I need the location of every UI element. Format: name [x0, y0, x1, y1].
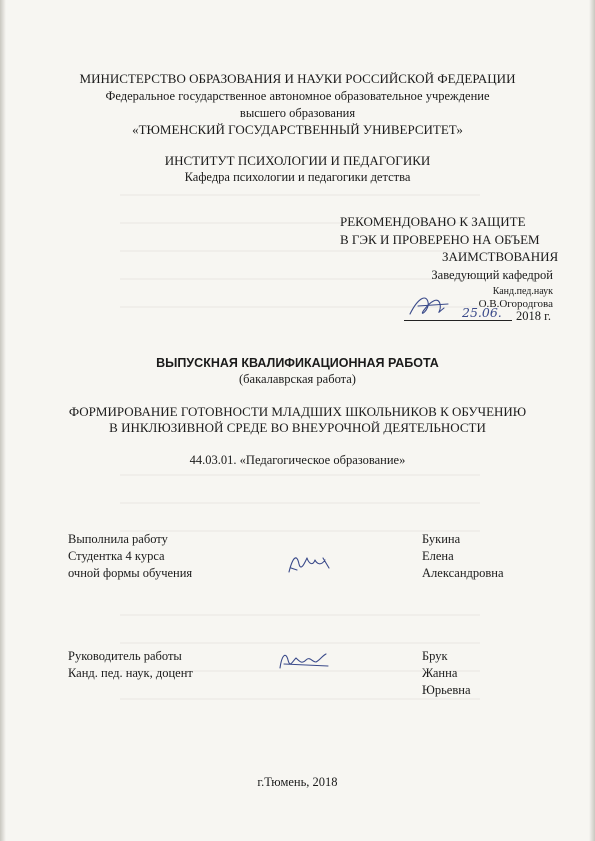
supervisor-surname: Брук [422, 649, 448, 663]
supervisor-label-2: Канд. пед. наук, доцент [68, 666, 193, 680]
head-signature [404, 292, 464, 322]
approval-name: О.В.Огородгова [478, 298, 553, 310]
approval-line-1: РЕКОМЕНДОВАНО К ЗАЩИТЕ [340, 214, 526, 229]
approval-role: Заведующий кафедрой [431, 268, 553, 282]
author-label-2: Студентка 4 курса [68, 549, 165, 563]
approval-degree: Канд.пед.наук [492, 286, 553, 297]
work-title-line-1: ФОРМИРОВАНИЕ ГОТОВНОСТИ МЛАДШИХ ШКОЛЬНИКОВ К ОБУЧЕНИЮ [68, 404, 527, 419]
author-surname: Букина [422, 532, 461, 546]
author-label-1: Выполнила работу [68, 532, 168, 546]
approval-year: 2018 г. [516, 309, 551, 323]
author-label-3: очной формы обучения [68, 566, 193, 580]
institute-name: ИНСТИТУТ ПСИХОЛОГИИ И ПЕДАГОГИКИ [164, 153, 431, 168]
supervisor-label-1: Руководитель работы [68, 649, 182, 663]
work-subtype: (бакалаврская работа) [239, 372, 356, 386]
university-name: «ТЮМЕНСКИЙ ГОСУДАРСТВЕННЫЙ УНИВЕРСИТЕТ» [132, 122, 463, 137]
work-type: ВЫПУСКНАЯ КВАЛИФИКАЦИОННАЯ РАБОТА [156, 356, 439, 370]
institution-line-1: Федеральное государственное автономное образовательное учреждение [105, 89, 490, 103]
approval-signature-line [404, 320, 512, 321]
author-name: Елена [422, 549, 454, 563]
ministry-line: МИНИСТЕРСТВО ОБРАЗОВАНИЯ И НАУКИ РОССИЙСКОЙ ФЕДЕРАЦИИ [79, 71, 516, 86]
specialty: 44.03.01. «Педагогическое образование» [189, 453, 406, 467]
approval-date-handwritten: 25.06. [462, 305, 502, 320]
department-name: Кафедра психологии и педагогики детства [184, 170, 411, 184]
city-year: г.Тюмень, 2018 [257, 775, 338, 789]
approval-line-2: В ГЭК И ПРОВЕРЕНО НА ОБЪЕМ [340, 232, 540, 247]
work-title-line-2: В ИНКЛЮЗИВНОЙ СРЕДЕ ВО ВНЕУРОЧНОЙ ДЕЯТЕЛЬНОСТИ [109, 420, 486, 435]
author-signature [285, 550, 333, 578]
supervisor-name: Жанна [422, 666, 458, 680]
supervisor-patronymic: Юрьевна [422, 683, 471, 697]
approval-line-3: ЗАИМСТВОВАНИЯ [442, 249, 559, 264]
author-patronymic: Александровна [422, 566, 504, 580]
institution-line-2: высшего образования [239, 106, 356, 120]
supervisor-signature [276, 648, 332, 676]
